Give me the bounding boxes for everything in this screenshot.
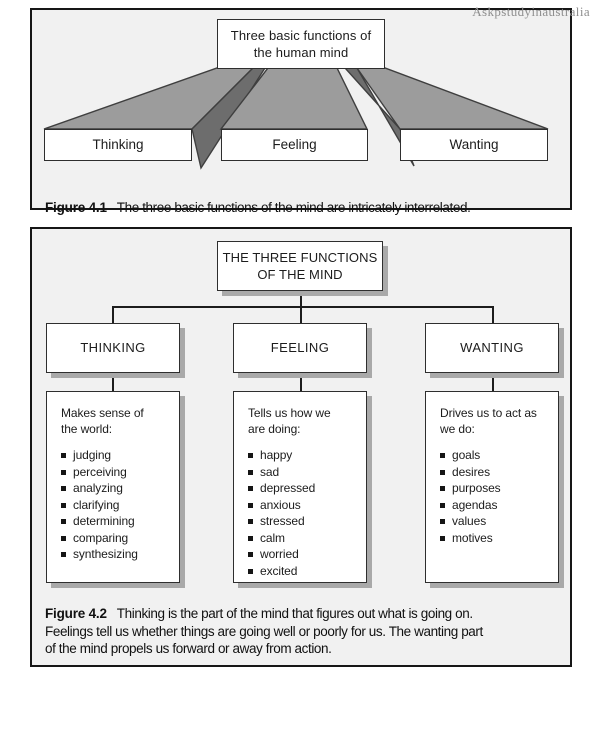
bullet-item: comparing [61, 530, 173, 547]
bullet-item: determining [61, 513, 173, 530]
bullet-item: depressed [248, 480, 360, 497]
fig1-title-line1: Three basic functions of [230, 28, 372, 43]
fig1-title-line2: the human mind [253, 45, 349, 60]
bullet-item: worried [248, 546, 360, 563]
connector-stub2-middle [300, 372, 302, 391]
bullet-item: motives [440, 530, 552, 547]
fig2-header-thinking: THINKING [46, 323, 180, 373]
feeling-intro-line2: are doing: [248, 421, 301, 436]
bullet-item: excited [248, 563, 360, 580]
ribbon-right-face [357, 68, 548, 129]
bullet-item: judging [61, 447, 173, 464]
feeling-intro-line1: Tells us how we [248, 406, 331, 420]
bullet-item: happy [248, 447, 360, 464]
fig1-box-thinking: Thinking [44, 129, 192, 161]
thinking-bullet-list [61, 447, 173, 563]
fig1-caption-label: Figure 4.1 [45, 199, 107, 215]
feeling-bullet-list [248, 447, 360, 579]
fig2-header-wanting: WANTING [425, 323, 559, 373]
fig2-header-feeling: FEELING [233, 323, 367, 373]
connector-drop-right [492, 306, 494, 324]
bullet-item: values [440, 513, 552, 530]
connector-drop-left [112, 306, 114, 324]
fig2-caption-line1: Thinking is the part of the mind that figures out what is going on. [116, 606, 473, 621]
bullet-item: perceiving [61, 464, 173, 481]
wanting-bullet-list [440, 447, 552, 546]
bullet-item: calm [248, 530, 360, 547]
fig2-caption-label: Figure 4.2 [45, 606, 107, 621]
figure-4-2-panel [30, 227, 572, 667]
thinking-intro-line2: the world: [61, 421, 113, 436]
fig2-title-line2: OF THE MIND [257, 267, 343, 282]
fig2-caption-line2: Feelings tell us whether things are going well or poorly for us. The wanting part [45, 623, 483, 639]
fig2-detail-feeling [233, 391, 367, 583]
bullet-item: analyzing [61, 480, 173, 497]
bullet-item: stressed [248, 513, 360, 530]
fig1-caption [45, 200, 558, 215]
figure-4-1-panel [30, 8, 572, 215]
fig2-caption-line3: of the mind propels us forward or away from action. [45, 641, 332, 656]
connector-horizontal [112, 306, 494, 308]
fig2-title-box [217, 241, 383, 291]
wanting-intro-line1: Drives us to act as [440, 406, 537, 420]
bullet-item: desires [440, 464, 552, 481]
bullet-item: purposes [440, 480, 552, 497]
fig2-detail-wanting [425, 391, 559, 583]
fig1-title-box [217, 19, 385, 69]
fig2-caption [45, 605, 558, 658]
bullet-item: anxious [248, 497, 360, 514]
connector-stub2-left [112, 372, 114, 391]
fig2-detail-thinking [46, 391, 180, 583]
fig1-box-feeling: Feeling [221, 129, 368, 161]
fig2-title-line1: THE THREE FUNCTIONS [222, 250, 378, 265]
thinking-intro-line1: Makes sense of [61, 406, 144, 420]
bullet-item: sad [248, 464, 360, 481]
wanting-intro-line2: we do: [440, 421, 475, 436]
fig1-caption-text: The three basic functions of the mind are intricately interrelated. [116, 199, 471, 215]
bullet-item: clarifying [61, 497, 173, 514]
fig1-box-wanting: Wanting [400, 129, 548, 161]
bullet-item: agendas [440, 497, 552, 514]
watermark-text: Askpstudyinaustralia [472, 4, 590, 19]
bullet-item: goals [440, 447, 552, 464]
bullet-item: synthesizing [61, 546, 173, 563]
connector-drop-middle [300, 306, 302, 324]
connector-stub2-right [492, 372, 494, 391]
